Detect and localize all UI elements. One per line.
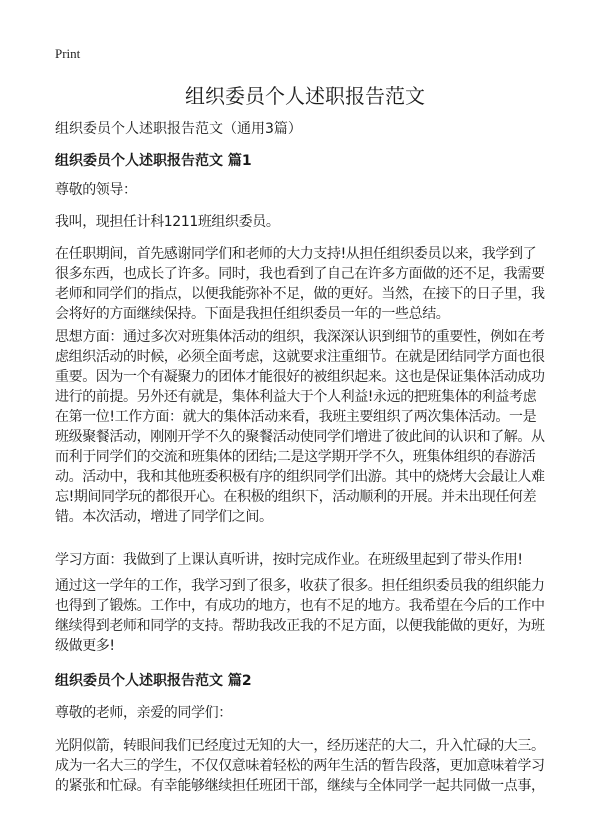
paragraph-line: 重要。因为一个有凝聚力的团体才能很好的被组织起来。这也是保证集体活动成功: [55, 369, 545, 385]
paragraph-line: 成为一名大三的学生，不仅仅意味着轻松的两年生活的暂告段落，更加意味着学习: [55, 758, 545, 774]
paragraph-line: 思想方面：通过多次对班集体活动的组织，我深深认识到细节的重要性，例如在考: [55, 329, 545, 345]
document-subtitle: 组织委员个人述职报告范文（通用3篇）: [55, 121, 302, 137]
paragraph-line: 忘!期间同学玩的都很开心。在积极的组织下，活动顺利的开展。并未出现任何差: [55, 489, 537, 505]
paragraph-line: 班级聚餐活动，刚刚开学不久的聚餐活动使同学们增进了彼此间的认识和了解。从: [55, 429, 545, 445]
paragraph-line: 在任职期间，首先感谢同学们和老师的大力支持!从担任组织委员以来，我学到了: [55, 246, 537, 262]
paragraph-line: 也得到了锻炼。工作中，有成功的地方，也有不足的地方。我希望在今后的工作中: [55, 598, 545, 614]
section-heading: 组织委员个人述职报告范文 篇1: [55, 153, 252, 169]
section-heading: 组织委员个人述职报告范文 篇2: [55, 673, 252, 689]
paragraph-line: 学习方面：我做到了上课认真听讲，按时完成作业。在班级里起到了带头作用!: [55, 552, 523, 568]
paragraph-line: 动。活动中，我和其他班委积极有序的组织同学们出游。其中的烧烤大会最让人难: [55, 469, 545, 485]
paragraph: [55, 703, 555, 723]
paragraph: [55, 736, 555, 796]
paragraph-line: 尊敬的领导：: [55, 182, 137, 198]
paragraph-line: 虑组织活动的时候，必须全面考虑，这就要求注重细节。在就是团结同学方面也很: [55, 349, 545, 365]
paragraph: [55, 180, 555, 200]
paragraph: [55, 550, 555, 570]
paragraph: [55, 212, 555, 232]
paragraph-line: 很多东西，也成长了许多。同时，我也看到了自己在许多方面做的还不足，我需要: [55, 266, 545, 282]
paragraph-line: 我叫，现担任计科1211班组织委员。: [55, 214, 280, 230]
paragraph-line: 光阴似箭，转眼间我们已经度过无知的大一，经历迷茫的大二，升入忙碌的大三。: [55, 738, 545, 754]
print-label[interactable]: Print: [55, 46, 81, 61]
paragraph-line: 的紧张和忙碌。有幸能够继续担任班团干部，继续与全体同学一起共同做一点事，: [55, 778, 545, 794]
paragraph-line: 老师和同学们的指点，以便我能弥补不足，做的更好。当然，在接下的日子里，我: [55, 286, 545, 302]
paragraph: [55, 327, 555, 527]
paragraph-line: 进行的前提。另外还有就是，集体利益大于个人利益!永远的把班集体的利益考虑: [55, 389, 537, 405]
paragraph-line: 级做更多!: [55, 638, 115, 654]
paragraph-line: 会将好的方面继续保持。下面是我担任组织委员一年的一些总结。: [55, 306, 450, 322]
paragraph-line: 错。本次活动，增进了同学们之间。: [55, 509, 273, 525]
paragraph-line: 通过这一学年的工作，我学习到了很多，收获了很多。担任组织委员我的组织能力: [55, 578, 545, 594]
paragraph-line: 在第一位!工作方面：就大的集体活动来看，我班主要组织了两次集体活动。一是: [55, 409, 537, 425]
document-title: 组织委员个人述职报告范文: [185, 84, 425, 108]
paragraph: [55, 576, 555, 656]
paragraph-line: 而利于同学们的交流和班集体的团结;二是这学期开学不久，班集体组织的春游活: [55, 449, 536, 465]
paragraph-line: 尊敬的老师，亲爱的同学们：: [55, 705, 232, 721]
paragraph: [55, 244, 555, 324]
paragraph-line: 继续得到老师和同学的支持。帮助我改正我的不足方面，以便我能做的更好，为班: [55, 618, 545, 634]
